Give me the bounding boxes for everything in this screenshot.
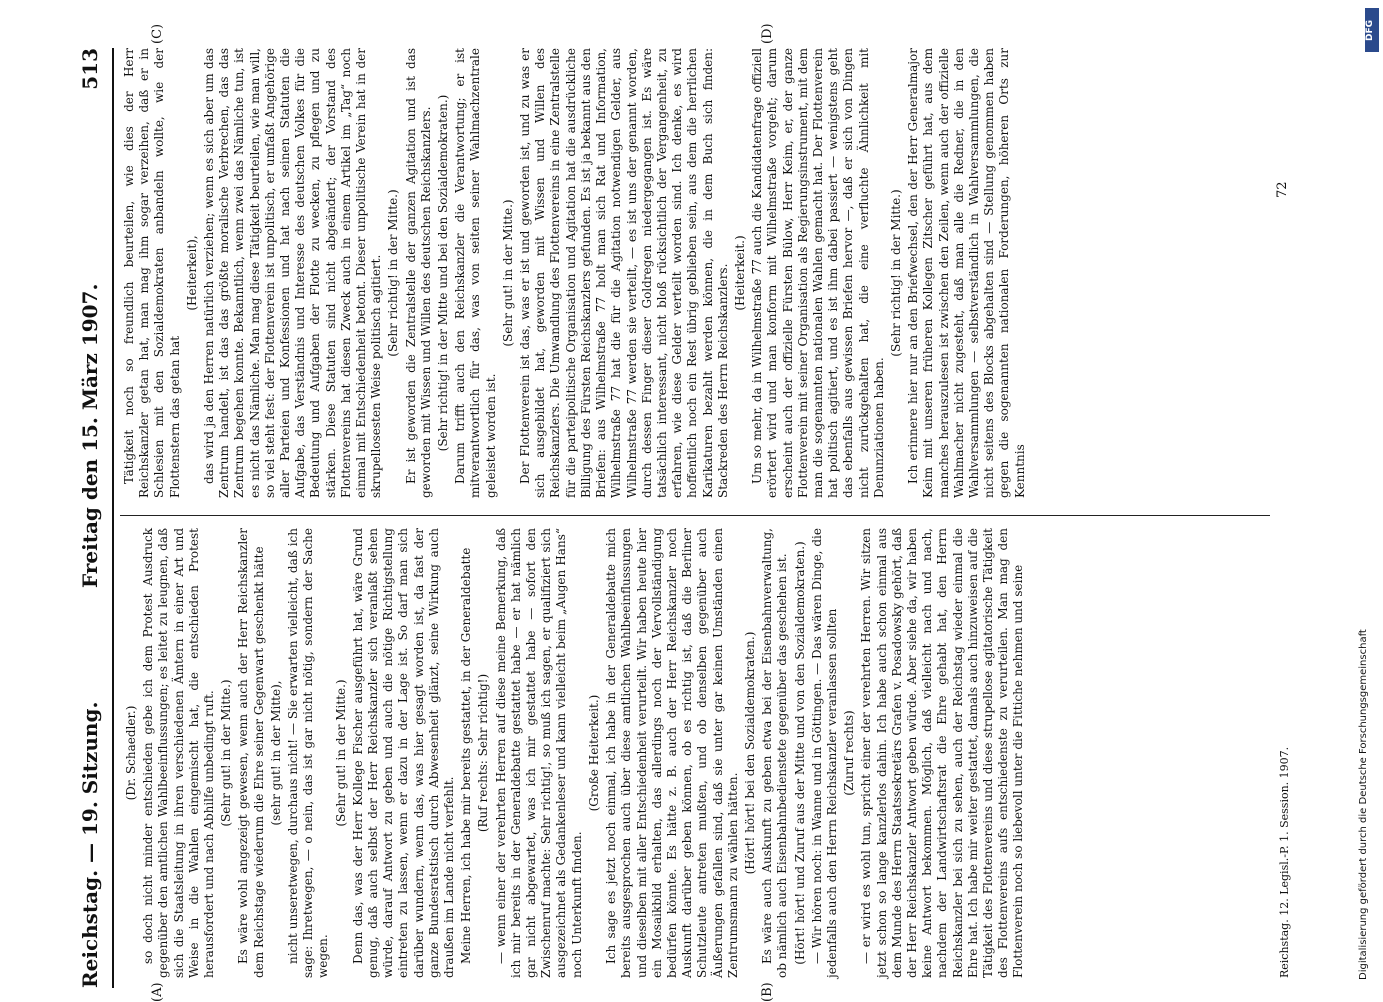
right-column <box>122 48 1030 498</box>
paragraph: Der Flottenverein ist das, was er ist und geworden ist, und zu was er sich ausgebildet hat, geworden mit Wissen und Willen des Reichskanzlers. Die Umwandlung des Flottenvereins in eine Zentralstelle für die parteipolitische Organisation und Agitation hat die ausdrückliche Billigung des Fürsten Reichskanzlers gefunden. Es ist ja bekannt aus den Briefen: aus Wilhelmstraße 77 holt man sich Rat und Information, Wilhelmstraße 77 hat die für die Agitation notwendigen Gelder, aus Wilhelmstraße 77 werden sie verteilt, — es ist uns der genannt worden, durch dessen Finger dieser Goldregen niedergegangen ist. Es wäre tatsächlich interessant, nicht bloß rücksichtlich der Vergangenheit, zu erfahren, wie diese Gelder verteilt worden sind. Ich denke, es wird hoffentlich noch ein Rest übrig geblieben sein, aus dem die herrlichen Karikaturen bezahlt werden können, die in dem Buch sich finden: Stackreden des Herrn Reichskanzlers. <box>518 48 730 498</box>
paragraph: Um so mehr, da in Wilhelmstraße 77 auch die Kandidatenfrage offiziell erörtert wird und man konform mit Wilhelmstraße vorgeht; darum erscheint auch der offizielle Fürsten Bülow, Herr Keim, er, der ganze Flottenverein mit seiner Organisation als Regierungsinstrument, mit dem man die sogenannten nationalen Wahlen gemacht hat. Der Flottenverein hat politisch agitiert, und es ist ihm dabei passiert — wenigstens geht das ebenfalls aus gewissen Briefen hervor —, daß er sich von Dingen nicht zurückgehalten hat, die eine verfluchte Ähnlichkeit mit Denunziationen haben. <box>750 48 886 498</box>
paragraph: Ich sage es jetzt noch einmal, ich habe in der Generaldebatte mich bereits ausgesprochen auch über diese amtlichen Wahlbeeinflussungen und dieselben mit aller Entschiedenheit verurteilt. Wir haben heute hier ein Mosaikbild erhalten, das allerdings noch der Vervollständigung bedürfen könnte. Es hätte z. B. auch der Herr Reichskanzler noch Auskunft darüber geben können, ob es richtig ist, daß die Berliner Schutzleute antreten mußten, und ob denselben gegenüber auch Äußerungen gefallen sind, daß sie unter gar keinen Umständen einen Zentrumsmann zu wählen hätten. <box>604 528 740 978</box>
margin-label-d: (D) <box>760 23 775 44</box>
margin-label-c: (C) <box>150 23 165 44</box>
paragraph: Meine Herren, ich habe mir bereits gestattet, in der Generaldebatte <box>459 547 474 964</box>
page-content <box>60 23 1320 1002</box>
interjection: (Sehr richtig! in der Mitte.) <box>386 189 401 357</box>
interjection: (Hört! hört! bei den Sozialdemokraten.) <box>742 631 757 875</box>
paragraph: Es wäre auch Auskunft zu geben etwa bei der Eisenbahnverwaltung, ob nämlich auch Eisenbahnbedienstete gegenüber das geschehen ist. <box>760 528 790 978</box>
credit-text: Digitalisierung gefördert durch die Deutsche Forschungsgemeinschaft <box>1358 629 1369 980</box>
paragraph: Ich erinnere hier nur an den Briefwechsel, den der Herr Generalmajor Keim mit unseren früheren Kollegen Zitscher geführt hat, aus dem manches herauszulesen ist zwischen den Zeilen, wenn auch der offizielle Wahlmacher nicht zugesteht, daß man alle die Redner, die in den Wahlversammlungen — selbstverständlich in Wahlversammlungen, die nicht seitens des Blocks abgehalten sind — Stellung genommen haben gegen die sogenannten nationalen Forderungen, höheren Orts zur Kenntnis <box>906 48 1027 498</box>
interjection: (Sehr gut! in der Mitte.) <box>219 679 234 827</box>
paragraph: Tätigkeit noch so freundlich beurteilen, wie dies der Herr Reichskanzler getan hat, man mag ihm sogar verzeihen, daß er in Schlesien mit den Sozialdemokraten anbandeln wollte, wie der Flottenstern das getan hat <box>122 48 182 498</box>
interjection: (Sehr gut! in der Mitte.) <box>333 679 348 827</box>
column-divider <box>120 515 1270 516</box>
interjection: (Sehr richtig! in der Mitte und bei den Sozialdemokraten.) <box>436 94 451 452</box>
footer-legislature: Reichstag. 12. Legisl.-P. 1. Session. 1907. <box>1278 746 1291 978</box>
interjection: (Ruf rechts: Sehr richtig!) <box>476 673 491 833</box>
running-header <box>68 48 108 988</box>
header-date: Freitag den 15. März 1907. <box>78 283 102 588</box>
paragraph: Denn das, was der Herr Kollege Fischer ausgeführt hat, wäre Grund genug, daß auch selbst der Herr Reichskanzler sich veranlaßt sehen würde, darauf Antwort zu geben und auch die nötige Richtigstellung eintreten zu lassen, wenn er dazu in der Lage ist. So darf man sich darüber wundern, wenn das, was hier gesagt worden ist, da fast der ganze Bundesratstisch durch Abwesenheit glänzt, seine Wirkung auch draußen im Lande nicht verfehlt. <box>350 528 457 978</box>
paragraph: — wenn einer der verehrten Herren auf diese meine Bemerkung, daß ich mir bereits in der Generaldebatte gestattet habe — er hat nämlich gar nicht abgewartet, was ich mir gestattet habe — sofort den Zwischenruf machte: Sehr richtig!, so muß ich sagen, er qualifiziert sich ausgezeichnet als Gedankenleser und kann vielleicht beim „Augen Hans“ noch Unterkunft finden. <box>493 528 584 978</box>
paragraph: — Wir hören noch: in Wanne und in Göttingen. — Das wären Dinge, die jedenfalls auch den Herrn Reichskanzler veranlassen sollten <box>809 528 839 978</box>
margin-label-a: (A) <box>150 982 165 1002</box>
header-rule <box>112 48 114 988</box>
interjection: (Hört! hört! und Zuruf aus der Mitte und von den Sozialdemokraten.) <box>792 541 807 965</box>
interjection: (Sehr richtig! in der Mitte.) <box>888 189 903 357</box>
interjection: (Zuruf rechts) <box>842 710 857 796</box>
paragraph: Es wäre wohl angezeigt gewesen, wenn auch der Herr Reichskanzler dem Reichstage wiederum die Ehre seiner Gegenwart geschenkt hätte <box>236 528 266 978</box>
interjection: (Sehr gut! in der Mitte.) <box>500 199 515 347</box>
interjection: (Heiterkeit), <box>184 235 199 311</box>
dfg-logo: DFG <box>1365 8 1379 52</box>
paragraph: Darum trifft auch den Reichskanzler die Verantwortung; er ist mitverantwortlich für das, was von seiten seiner Wahlmachzentrale geleistet worden ist. <box>453 48 498 498</box>
paragraph: — er wird es wohl tun, spricht einer der verehrten Herren. Wir sitzen jetzt schon so lange kanzlerlos dahin. Ich habe auch schon einmal aus dem Munde des Herrn Staatssekretärs Grafen v. Posadowsky gehört, daß der Herr Reichskanzler Antwort geben würde. Aber siehe da, wir haben keine Antwort bekommen. Möglich, daß vielleicht nach und nach, nachdem der Landwirtschaftsrat die Ehre gehabt hat, den Herrn Reichskanzler bei sich zu sehen, auch der Reichstag wieder einmal die Ehre hat. Ich habe mir weiter gestattet, damals auch hinzuweisen auf die Tätigkeit des Flottenvereins und diese strupellose agitatorische Tätigkeit des Flottenvereins aufs entschiedenste zu verurteilen. Man mag den Flottenverein noch so liebevoll unter die Fittiche nehmen und seine <box>859 528 1026 978</box>
paragraph: das wird ja den Herren natürlich verziehen; wenn es sich aber um das Zentrum handelt, ist das das größte moralische Verbrechen, das das Zentrum begehen konnte. Bekanntlich, wenn zwei das Nämliche tun, ist es nicht das Nämliche. Man mag diese Tätigkeit beurteilen, wie man will, so viel steht fest: der Flottenverein ist unpolitisch, er umfaßt Angehörige aller Parteien und Konfessionen und hat nach seinen Statuten die Aufgabe, das Verständnis und Interesse des deutschen Volkes für die Bedeutung und Aufgaben der Flotte zu wecken, zu pflegen und zu stärken. Diese Statuten sind nicht abgeändert; der Vorstand des Flottenvereins hat diesen Zweck auch in einem Artikel im „Tag“ noch einmal mit Entschiedenheit betont. Dieser unpolitische Verein hat in der skrupellosesten Weise politisch agitiert. <box>202 48 384 498</box>
interjection: (Heiterkeit.) <box>732 235 747 311</box>
paragraph: Er ist geworden die Zentralstelle der ganzen Agitation und ist das geworden mit Wissen und Willen des deutschen Reichskanzlers. <box>403 48 433 498</box>
header-page-number: 513 <box>78 48 102 90</box>
paragraph: so doch nicht minder entschieden gebe ich dem Protest Ausdruck gegenüber den amtlichen Wahlbeeinflussungen; es leitet zu leugnen, daß sich die Staatsleitung in ihren verschiedenen Ämtern in einer Art und Weise in die Wahlen eingemischt hat, die entschieden Protest herausfordert und nach Abhilfe unbedingt ruft. <box>141 528 217 978</box>
paragraph: nicht unseretwegen, durchaus nicht! — Sie erwarten vielleicht, daß ich sage: Ihretwegen, — o nein, das ist gar nicht nötig, sondern der Sache wegen. <box>286 528 331 978</box>
header-session: Reichstag. — 19. Sitzung. <box>78 701 102 988</box>
margin-label-b: (B) <box>760 982 775 1002</box>
left-column <box>122 528 1029 978</box>
footer-sheet-number: 72 <box>1275 181 1290 198</box>
interjection: (sehr gut! in der Mitte), <box>268 680 283 826</box>
rotated-page <box>60 0 1320 1000</box>
interjection: (Große Heiterkeit.) <box>586 694 601 812</box>
digitization-credit <box>1358 20 1378 980</box>
interjection: (Dr. Schaedler.) <box>124 705 138 801</box>
